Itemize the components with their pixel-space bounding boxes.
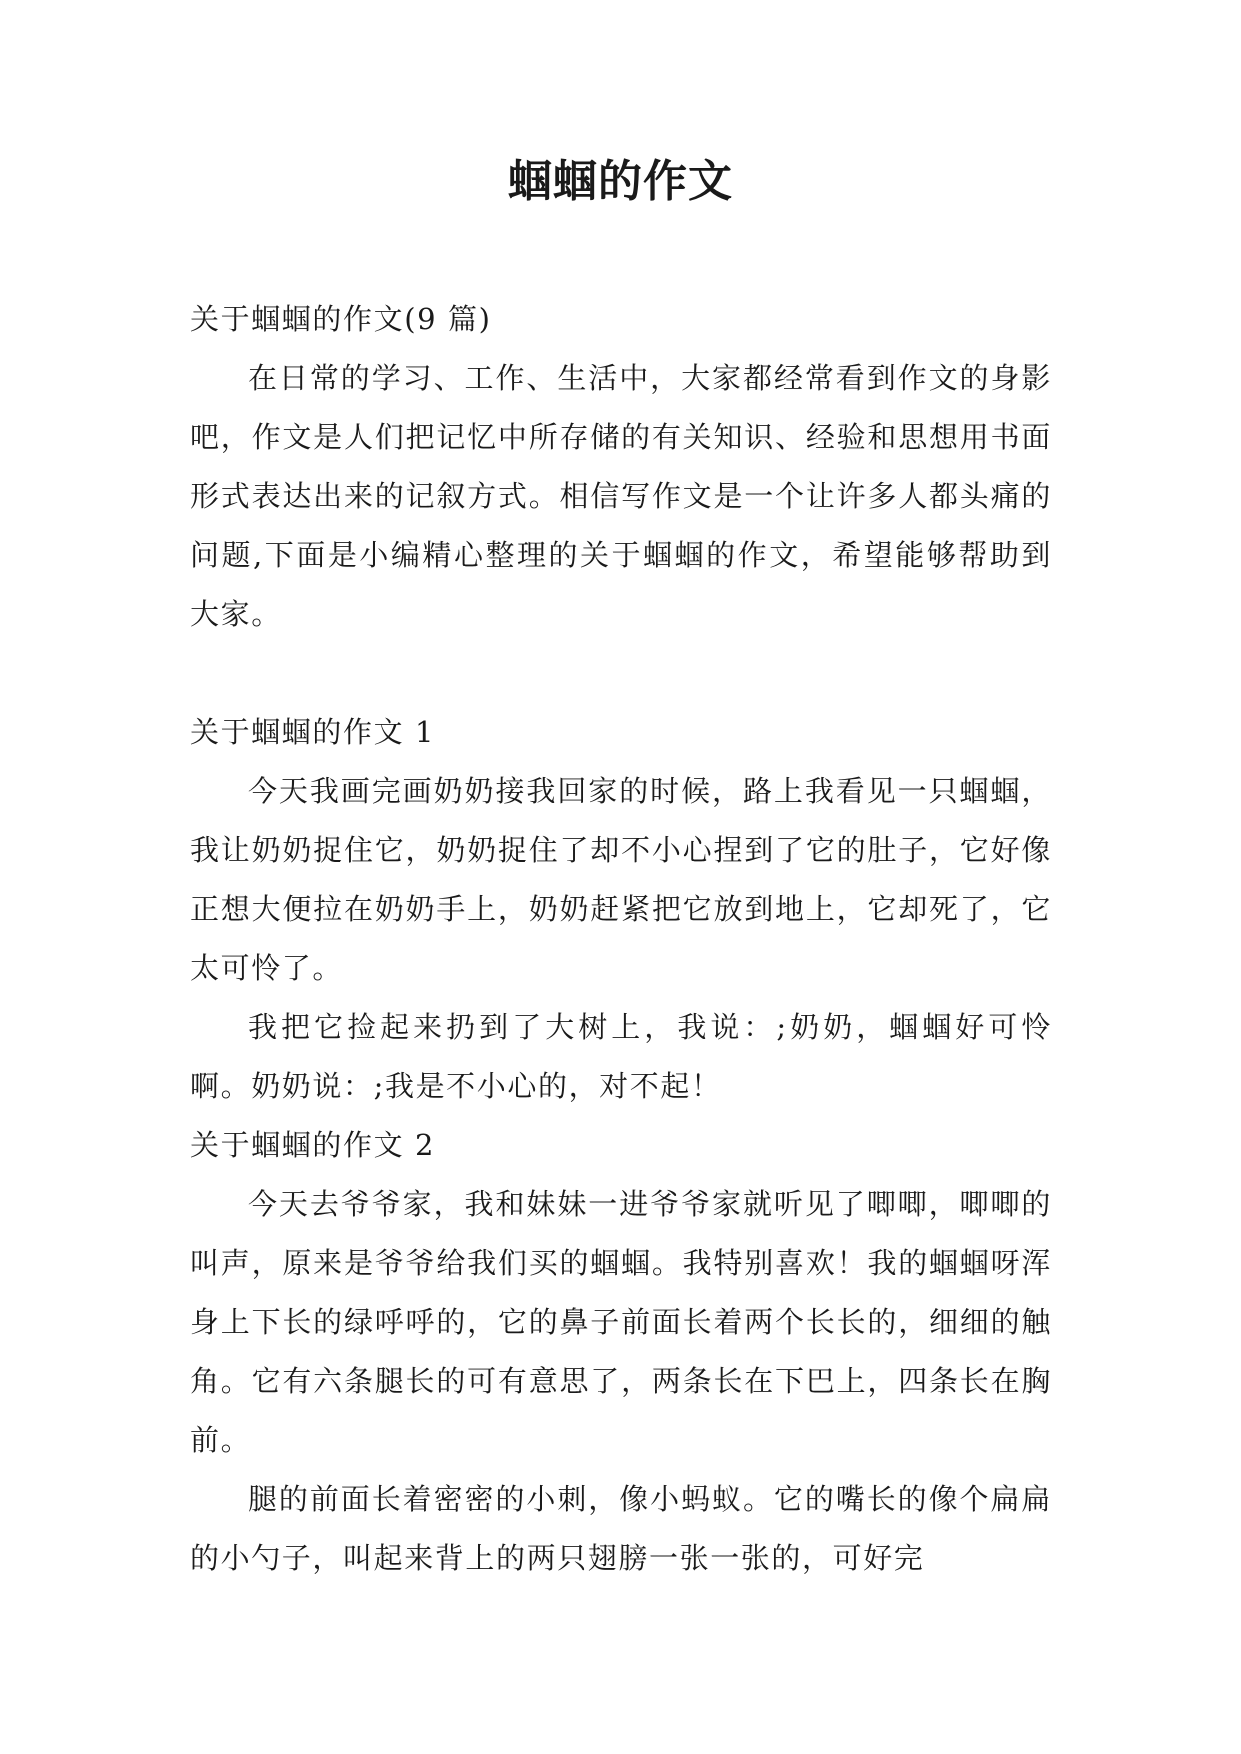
section-spacer	[190, 644, 1052, 703]
essay-2-paragraph-2: 腿的前面长着密密的小刺，像小蚂蚁。它的嘴长的像个扁扁的小勺子，叫起来背上的两只翅膀一张一张的，可好完	[190, 1482, 1052, 1575]
essay-1-paragraph-2: 我把它捡起来扔到了大树上，我说：;奶奶，蝈蝈好可怜啊。奶奶说：;我是不小心的，对不起！	[190, 1010, 1052, 1103]
document-title: 蝈蝈的作文	[508, 156, 733, 207]
intro-paragraph: 在日常的学习、工作、生活中，大家都经常看到作文的身影吧，作文是人们把记忆中所存储的有关知识、经验和思想用书面形式表达出来的记叙方式。相信写作文是一个让许多人都头痛的问题,下面是小编精心整理的关于蝈蝈的作文，希望能够帮助到大家。	[190, 361, 1052, 631]
intro-heading: 关于蝈蝈的作文(9 篇)	[190, 302, 492, 336]
essay-2-heading: 关于蝈蝈的作文 2	[190, 1128, 436, 1162]
document-body	[190, 290, 1052, 1588]
essay-1-heading: 关于蝈蝈的作文 1	[190, 715, 436, 749]
essay-1-paragraph-1: 今天我画完画奶奶接我回家的时候，路上我看见一只蝈蝈，我让奶奶捉住它，奶奶捉住了却不小心捏到了它的肚子，它好像正想大便拉在奶奶手上，奶奶赶紧把它放到地上，它却死了，它太可怜了。	[190, 774, 1052, 985]
essay-2-paragraph-1: 今天去爷爷家，我和妹妹一进爷爷家就听见了唧唧，唧唧的叫声，原来是爷爷给我们买的蝈蝈。我特别喜欢！我的蝈蝈呀浑身上下长的绿呼呼的，它的鼻子前面长着两个长长的，细细的触角。它有六条腿长的可有意思了，两条长在下巴上，四条长在胸前。	[190, 1187, 1052, 1457]
